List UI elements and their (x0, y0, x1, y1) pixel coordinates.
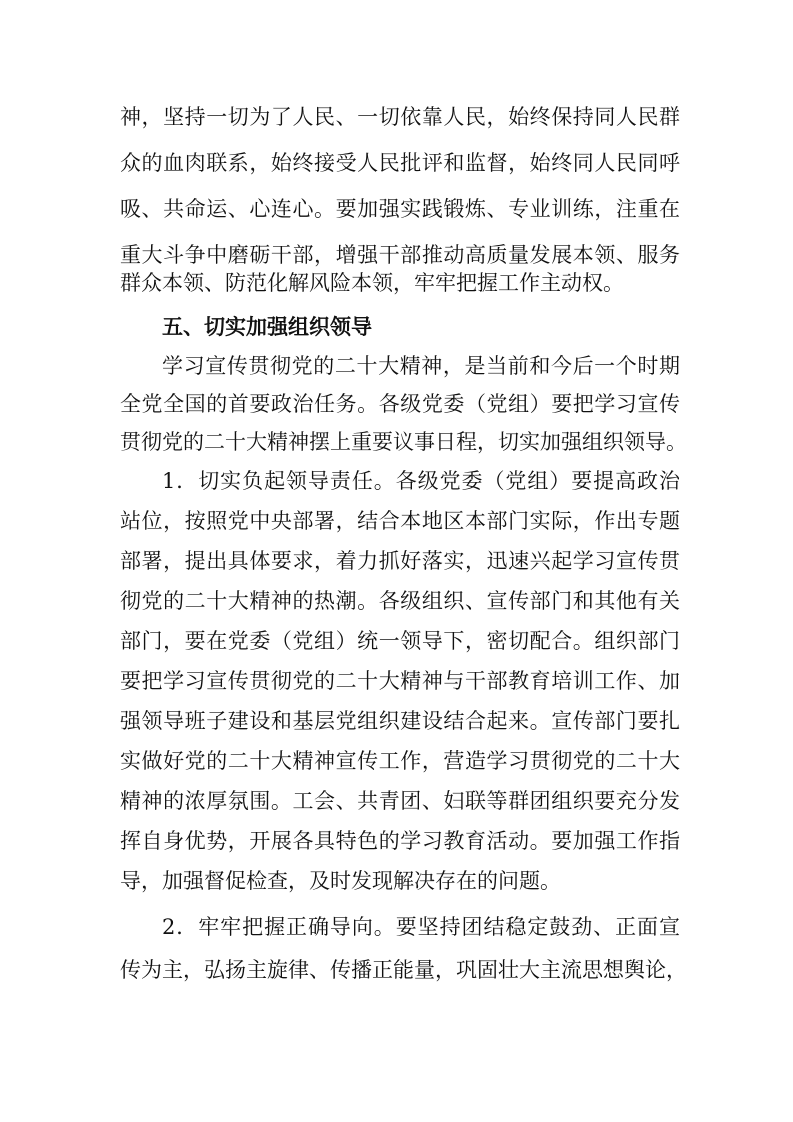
paragraph-1-line-3: 吸、共命运、心连心。要加强实践锻炼、专业训练，注重在 (120, 197, 680, 221)
section-heading: 五、切实加强组织领导 (162, 315, 372, 339)
paragraph-1-line-5: 群众本领、防范化解风险本领，牢牢把握工作主动权。 (120, 271, 624, 295)
paragraph-3-line-11: 导，加强督促检查，及时发现解决存在的问题。 (120, 869, 561, 893)
paragraph-3-line-7: 强领导班子建设和基层党组织建设结合起来。宣传部门要扎 (120, 709, 680, 733)
paragraph-2-line-1: 学习宣传贯彻党的二十大精神，是当前和今后一个时期 (162, 354, 680, 378)
paragraph-2-line-2: 全党全国的首要政治任务。各级党委（党组）要把学习宣传 (120, 392, 680, 416)
paragraph-3-line-1: 1．切实负起领导责任。各级党委（党组）要提高政治 (162, 469, 680, 493)
paragraph-4-line-1: 2．牢牢把握正确导向。要坚持团结稳定鼓劲、正面宣 (162, 915, 680, 939)
paragraph-3-line-10: 挥自身优势，开展各具特色的学习教育活动。要加强工作指 (120, 829, 680, 853)
paragraph-3-line-6: 要把学习宣传贯彻党的二十大精神与干部教育培训工作、加 (120, 669, 680, 693)
paragraph-3-line-2: 站位，按照党中央部署，结合本地区本部门实际，作出专题 (120, 509, 680, 533)
paragraph-3-line-8: 实做好党的二十大精神宣传工作，营造学习贯彻党的二十大 (120, 749, 680, 773)
paragraph-3-line-9: 精神的浓厚氛围。工会、共青团、妇联等群团组织要充分发 (120, 789, 680, 813)
paragraph-4-line-2: 传为主，弘扬主旋律、传播正能量，巩固壮大主流思想舆论， (120, 958, 687, 982)
paragraph-1-line-1: 神，坚持一切为了人民、一切依靠人民，始终保持同人民群 (120, 105, 680, 129)
paragraph-1-line-4: 重大斗争中磨砺干部，增强干部推动高质量发展本领、服务 (120, 243, 680, 267)
paragraph-1-line-2: 众的血肉联系，始终接受人民批评和监督，始终同人民同呼 (120, 151, 680, 175)
paragraph-3-line-4: 彻党的二十大精神的热潮。各级组织、宣传部门和其他有关 (120, 589, 680, 613)
paragraph-3-line-5: 部门，要在党委（党组）统一领导下，密切配合。组织部门 (120, 629, 680, 653)
paragraph-2-line-3: 贯彻党的二十大精神摆上重要议事日程，切实加强组织领导。 (120, 430, 687, 454)
paragraph-3-line-3: 部署，提出具体要求，着力抓好落实，迅速兴起学习宣传贯 (120, 549, 680, 573)
